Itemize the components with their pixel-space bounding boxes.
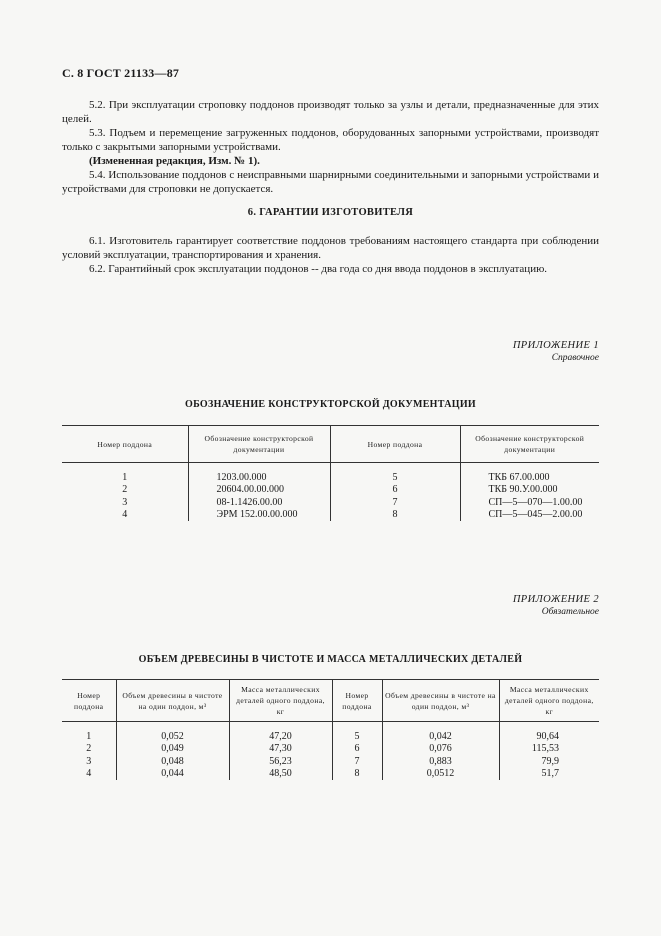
- table-row: [62, 484, 599, 496]
- table-row: [62, 768, 599, 780]
- table-row: [62, 722, 599, 744]
- table-cell: 1: [122, 472, 128, 483]
- appendix-2-title: ОБЪЕМ ДРЕВЕСИНЫ В ЧИСТОТЕ И МАССА МЕТАЛЛИЧЕСКИХ ДЕТАЛЕЙ: [138, 654, 523, 665]
- column-header: Номер поддона: [74, 690, 104, 711]
- table-cell: 0,883: [382, 756, 499, 768]
- table-cell: 51,7: [499, 768, 599, 780]
- table-cell: 1: [86, 731, 92, 742]
- column-header: Номер поддона: [97, 439, 153, 449]
- table-header-row: [62, 680, 599, 722]
- table-row: [62, 497, 599, 509]
- table-cell: 0,044: [116, 768, 229, 780]
- paragraph-5-2-text: 5.2. При эксплуатации строповку поддонов производят только за узлы и детали, предназначенные для этих целей.: [62, 99, 599, 126]
- paragraph-5-3-text: 5.3. Подъем и перемещение загруженных поддонов, оборудованных запорными устройствами, производят только с закрытыми запорными устройствами.: [62, 127, 599, 154]
- table-cell: 7: [330, 497, 460, 509]
- table-row: [62, 756, 599, 768]
- amendment-note-text: (Измененная редакция, Изм. № 1).: [89, 155, 260, 167]
- table-cell: 5: [332, 722, 382, 744]
- section-6-title: 6. ГАРАНТИИ ИЗГОТОВИТЕЛЯ: [247, 207, 414, 218]
- column-header: Номер поддона: [332, 680, 382, 722]
- appendix-1-heading: [513, 339, 599, 365]
- table-cell: 6: [332, 743, 382, 755]
- table-cell: 0,076: [382, 743, 499, 755]
- design-documentation-table: [62, 425, 599, 521]
- table-row: [62, 743, 599, 755]
- table-cell: 7: [332, 756, 382, 768]
- table-cell: 0,048: [116, 756, 229, 768]
- table-cell: 79,9: [499, 756, 599, 768]
- table-cell: 2: [122, 484, 128, 496]
- paragraph-6-1-text: 6.1. Изготовитель гарантирует соответствие поддонов требованиям настоящего стандарта при соблюдении условий эксплуатации, транспортирования и хранения.: [62, 235, 599, 262]
- table-cell: 8: [332, 768, 382, 780]
- column-header: Номер поддона: [330, 426, 460, 463]
- column-header: Объем древесины в чистоте на один поддон, м³: [382, 680, 499, 722]
- table-cell: 5: [330, 463, 460, 485]
- column-header: Масса металлических деталей одного поддона, кг: [229, 680, 332, 722]
- table-cell: 4: [86, 767, 92, 779]
- table-row: [62, 509, 599, 521]
- table-cell: 3: [122, 496, 128, 508]
- amendment-note: [62, 154, 599, 168]
- paragraph-6-2-text: 6.2. Гарантийный срок эксплуатации поддонов -- два года со дня ввода поддонов в эксплуатацию.: [89, 263, 548, 275]
- table-cell: 0,042: [382, 722, 499, 744]
- column-header: Обозначение конструкторской документации: [188, 426, 330, 463]
- appendix-2-heading: [513, 593, 599, 619]
- table-cell: ТКБ 67.00.000: [460, 463, 599, 485]
- table-header-row: [62, 426, 599, 463]
- table-cell: 08-1.1426.00.00: [188, 497, 330, 509]
- paragraph-6-2: [62, 262, 599, 276]
- table-cell: 6: [330, 484, 460, 496]
- table-cell: СП—5—045—2.00.00: [460, 509, 599, 521]
- table-cell: 2: [86, 743, 92, 755]
- table-cell: ЭРМ 152.00.00.000: [188, 509, 330, 521]
- table-cell: 90,64: [499, 722, 599, 744]
- paragraph-5-3: [62, 126, 599, 154]
- table-cell: 20604.00.00.000: [188, 484, 330, 496]
- table-cell: 4: [122, 508, 128, 520]
- table-cell: 47,30: [229, 743, 332, 755]
- page-header: С. 8 ГОСТ 21133—87: [62, 66, 180, 80]
- wood-volume-metal-mass-table: [62, 679, 599, 780]
- paragraph-5-4-text: 5.4. Использование поддонов с неисправными шарнирными соединительными и запорными устройствами и устройствами для строповки не допускается.: [62, 169, 599, 196]
- table-cell: 47,20: [229, 722, 332, 744]
- column-header: Масса металлических деталей одного поддона, кг: [499, 680, 599, 722]
- appendix-2-status: Обязательное: [541, 607, 599, 617]
- table-cell: 1203.00.000: [188, 463, 330, 485]
- column-header: Объем древесины в чистоте на один поддон, м³: [116, 680, 229, 722]
- table-cell: 56,23: [229, 756, 332, 768]
- paragraph-5-2: [62, 98, 599, 126]
- table-cell: СП—5—070—1.00.00: [460, 497, 599, 509]
- paragraph-6-1: [62, 234, 599, 262]
- table-cell: 48,50: [229, 768, 332, 780]
- table-cell: 0,052: [116, 722, 229, 744]
- table-cell: 115,53: [499, 743, 599, 755]
- paragraph-5-4: [62, 168, 599, 196]
- table-row: [62, 463, 599, 485]
- table-cell: 8: [330, 509, 460, 521]
- appendix-1-status: Справочное: [551, 353, 599, 363]
- appendix-2-label: ПРИЛОЖЕНИЕ 2: [512, 594, 599, 605]
- table-cell: 0,049: [116, 743, 229, 755]
- appendix-1-label: ПРИЛОЖЕНИЕ 1: [512, 340, 599, 351]
- table-cell: 0,0512: [382, 768, 499, 780]
- table-cell: ТКБ 90.У.00.000: [460, 484, 599, 496]
- appendix-1-title: ОБОЗНАЧЕНИЕ КОНСТРУКТОРСКОЙ ДОКУМЕНТАЦИИ: [185, 399, 476, 410]
- table-cell: 3: [86, 755, 92, 767]
- column-header: Обозначение конструкторской документации: [460, 426, 599, 463]
